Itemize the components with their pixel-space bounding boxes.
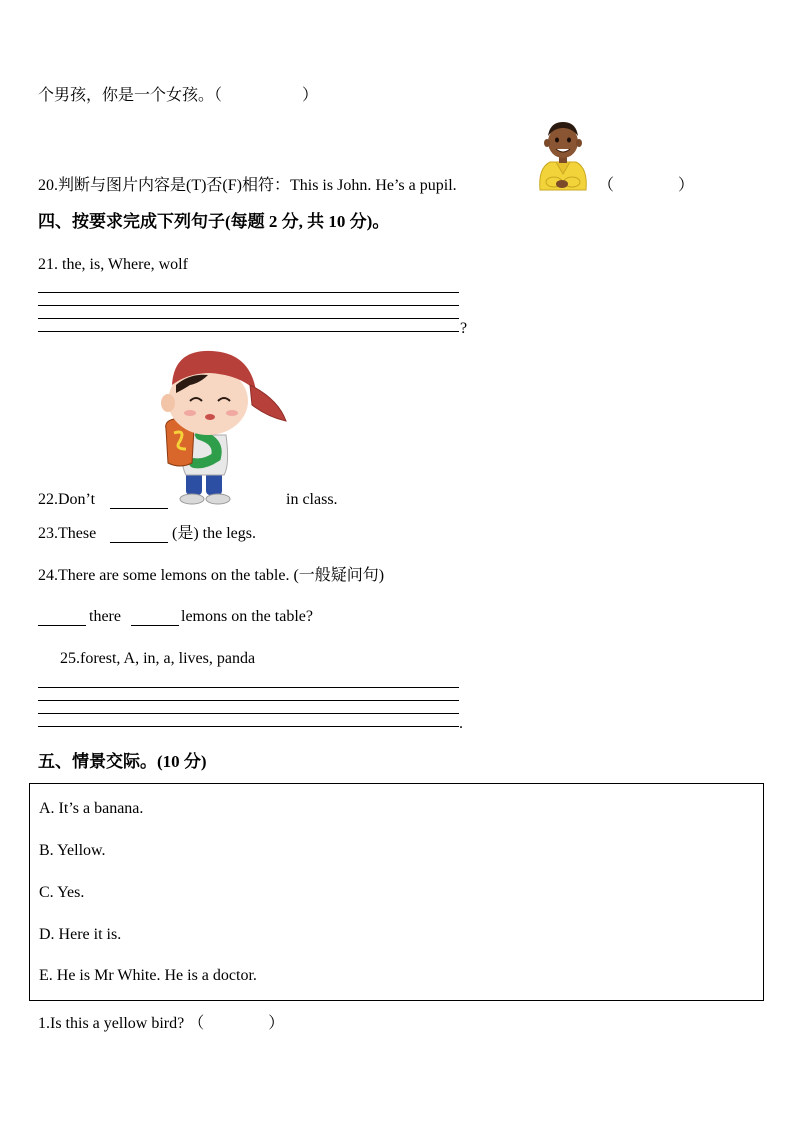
options-box bbox=[29, 783, 764, 1001]
answer-line-21-4[interactable] bbox=[38, 331, 459, 332]
question-22-blank[interactable] bbox=[110, 494, 168, 509]
boy-eating-snack-illustration bbox=[160, 345, 290, 507]
question-24-answer-end: lemons on the table? bbox=[181, 608, 313, 625]
option-c: C. Yes. bbox=[39, 884, 85, 901]
question-23-prefix: 23.These bbox=[38, 525, 97, 542]
section-5-title: 五、情景交际。(10 分) bbox=[38, 752, 207, 771]
boy-in-yellow-illustration bbox=[532, 118, 594, 192]
question-23-blank[interactable] bbox=[110, 528, 168, 543]
option-d: D. Here it is. bbox=[39, 926, 122, 943]
question-23-suffix: (是) the legs. bbox=[172, 525, 256, 542]
question-21-text: 21. the, is, Where, wolf bbox=[38, 256, 188, 273]
answer-line-25-2[interactable] bbox=[38, 700, 459, 701]
question-1-text: 1.Is this a yellow bird? （ ） bbox=[38, 1015, 285, 1032]
option-e: E. He is Mr White. He is a doctor. bbox=[39, 967, 257, 984]
answer-line-25-3[interactable] bbox=[38, 713, 459, 714]
option-b: B. Yellow. bbox=[39, 842, 106, 859]
answer-line-25-1[interactable] bbox=[38, 687, 459, 688]
question-24-answer-mid: there bbox=[89, 608, 121, 625]
question-21-end-mark: ? bbox=[460, 320, 468, 337]
option-a: A. It’s a banana. bbox=[39, 800, 144, 817]
question-19-tail: 个男孩，你是一个女孩。（ ） bbox=[38, 87, 319, 104]
answer-line-21-3[interactable] bbox=[38, 318, 459, 319]
answer-line-21-2[interactable] bbox=[38, 305, 459, 306]
question-20-answer-paren: （ ） bbox=[598, 177, 695, 194]
answer-line-21-1[interactable] bbox=[38, 292, 459, 293]
question-24-blank-2[interactable] bbox=[131, 611, 179, 626]
section-4-title: 四、按要求完成下列句子(每题 2 分, 共 10 分)。 bbox=[38, 212, 390, 231]
question-25-end-mark: . bbox=[459, 715, 463, 732]
question-20-text: 20.判断与图片内容是(T)否(F)相符：This is John. He’s a pupil. bbox=[38, 177, 457, 194]
answer-line-25-4[interactable] bbox=[38, 726, 459, 727]
question-22-suffix: in class. bbox=[286, 491, 338, 508]
question-24-blank-1[interactable] bbox=[38, 611, 86, 626]
question-24-text: 24.There are some lemons on the table. (一般疑问句) bbox=[38, 567, 385, 584]
question-22-prefix: 22.Don’t bbox=[38, 491, 96, 508]
question-25-text: 25.forest, A, in, a, lives, panda bbox=[60, 650, 256, 667]
